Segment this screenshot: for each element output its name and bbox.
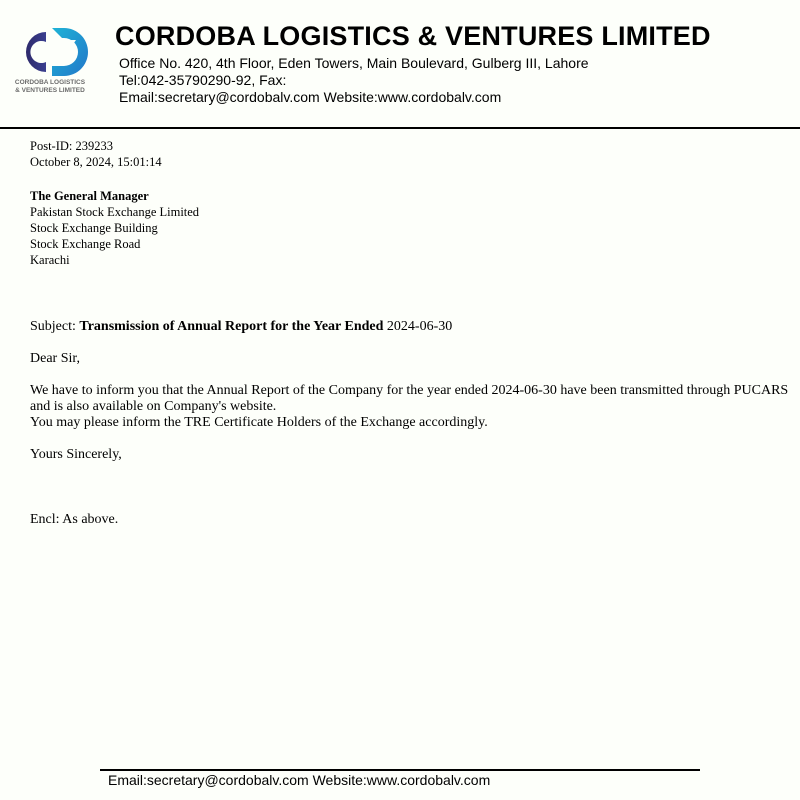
subject-label: Subject: bbox=[30, 319, 76, 334]
recipient-line: Stock Exchange Building bbox=[30, 221, 158, 235]
recipient-line: Stock Exchange Road bbox=[30, 237, 141, 251]
company-logo bbox=[4, 26, 96, 100]
recipient-title: The General Manager bbox=[30, 189, 149, 203]
recipient-line: Pakistan Stock Exchange Limited bbox=[30, 205, 200, 219]
subject-date: 2024-06-30 bbox=[386, 319, 453, 334]
logo-text-line: & VENTURES LIMITED bbox=[15, 87, 85, 94]
salutation: Dear Sir, bbox=[30, 351, 80, 366]
recipient-address bbox=[30, 188, 199, 268]
closing: Yours Sincerely, bbox=[30, 447, 122, 462]
letter-body bbox=[30, 383, 800, 431]
footer-email-website: Email:secretary@cordobalv.com Website:www.cordobalv.com bbox=[108, 772, 491, 788]
company-phone-fax: Tel:042-35790290-92, Fax: bbox=[119, 72, 287, 88]
body-paragraph: You may please inform the TRE Certificate Holders of the Exchange accordingly. bbox=[30, 415, 488, 430]
company-name: CORDOBA LOGISTICS & VENTURES LIMITED bbox=[115, 21, 711, 51]
recipient-line: Karachi bbox=[30, 253, 70, 267]
logo-text bbox=[4, 79, 96, 95]
enclosure-note: Encl: As above. bbox=[30, 512, 119, 527]
company-address: Office No. 420, 4th Floor, Eden Towers, Main Boulevard, Gulberg III, Lahore bbox=[119, 55, 589, 71]
post-id: Post-ID: 239233 bbox=[30, 139, 113, 153]
cd-logo-icon bbox=[6, 26, 96, 78]
letterhead bbox=[0, 0, 800, 128]
body-paragraph: We have to inform you that the Annual Report of the Company for the year ended 2024-06-30 have been transmitted through PUCARS and is also available on Company's website. bbox=[30, 383, 789, 414]
subject-line bbox=[30, 319, 452, 335]
company-email-website: Email:secretary@cordobalv.com Website:www.cordobalv.com bbox=[119, 89, 502, 105]
footer-divider bbox=[100, 769, 700, 771]
letter-meta bbox=[30, 138, 162, 170]
header-divider bbox=[0, 127, 800, 129]
subject-text: Transmission of Annual Report for the Year Ended bbox=[79, 319, 384, 334]
logo-text-line: CORDOBA LOGISTICS bbox=[14, 79, 86, 86]
post-datetime: October 8, 2024, 15:01:14 bbox=[30, 155, 162, 169]
